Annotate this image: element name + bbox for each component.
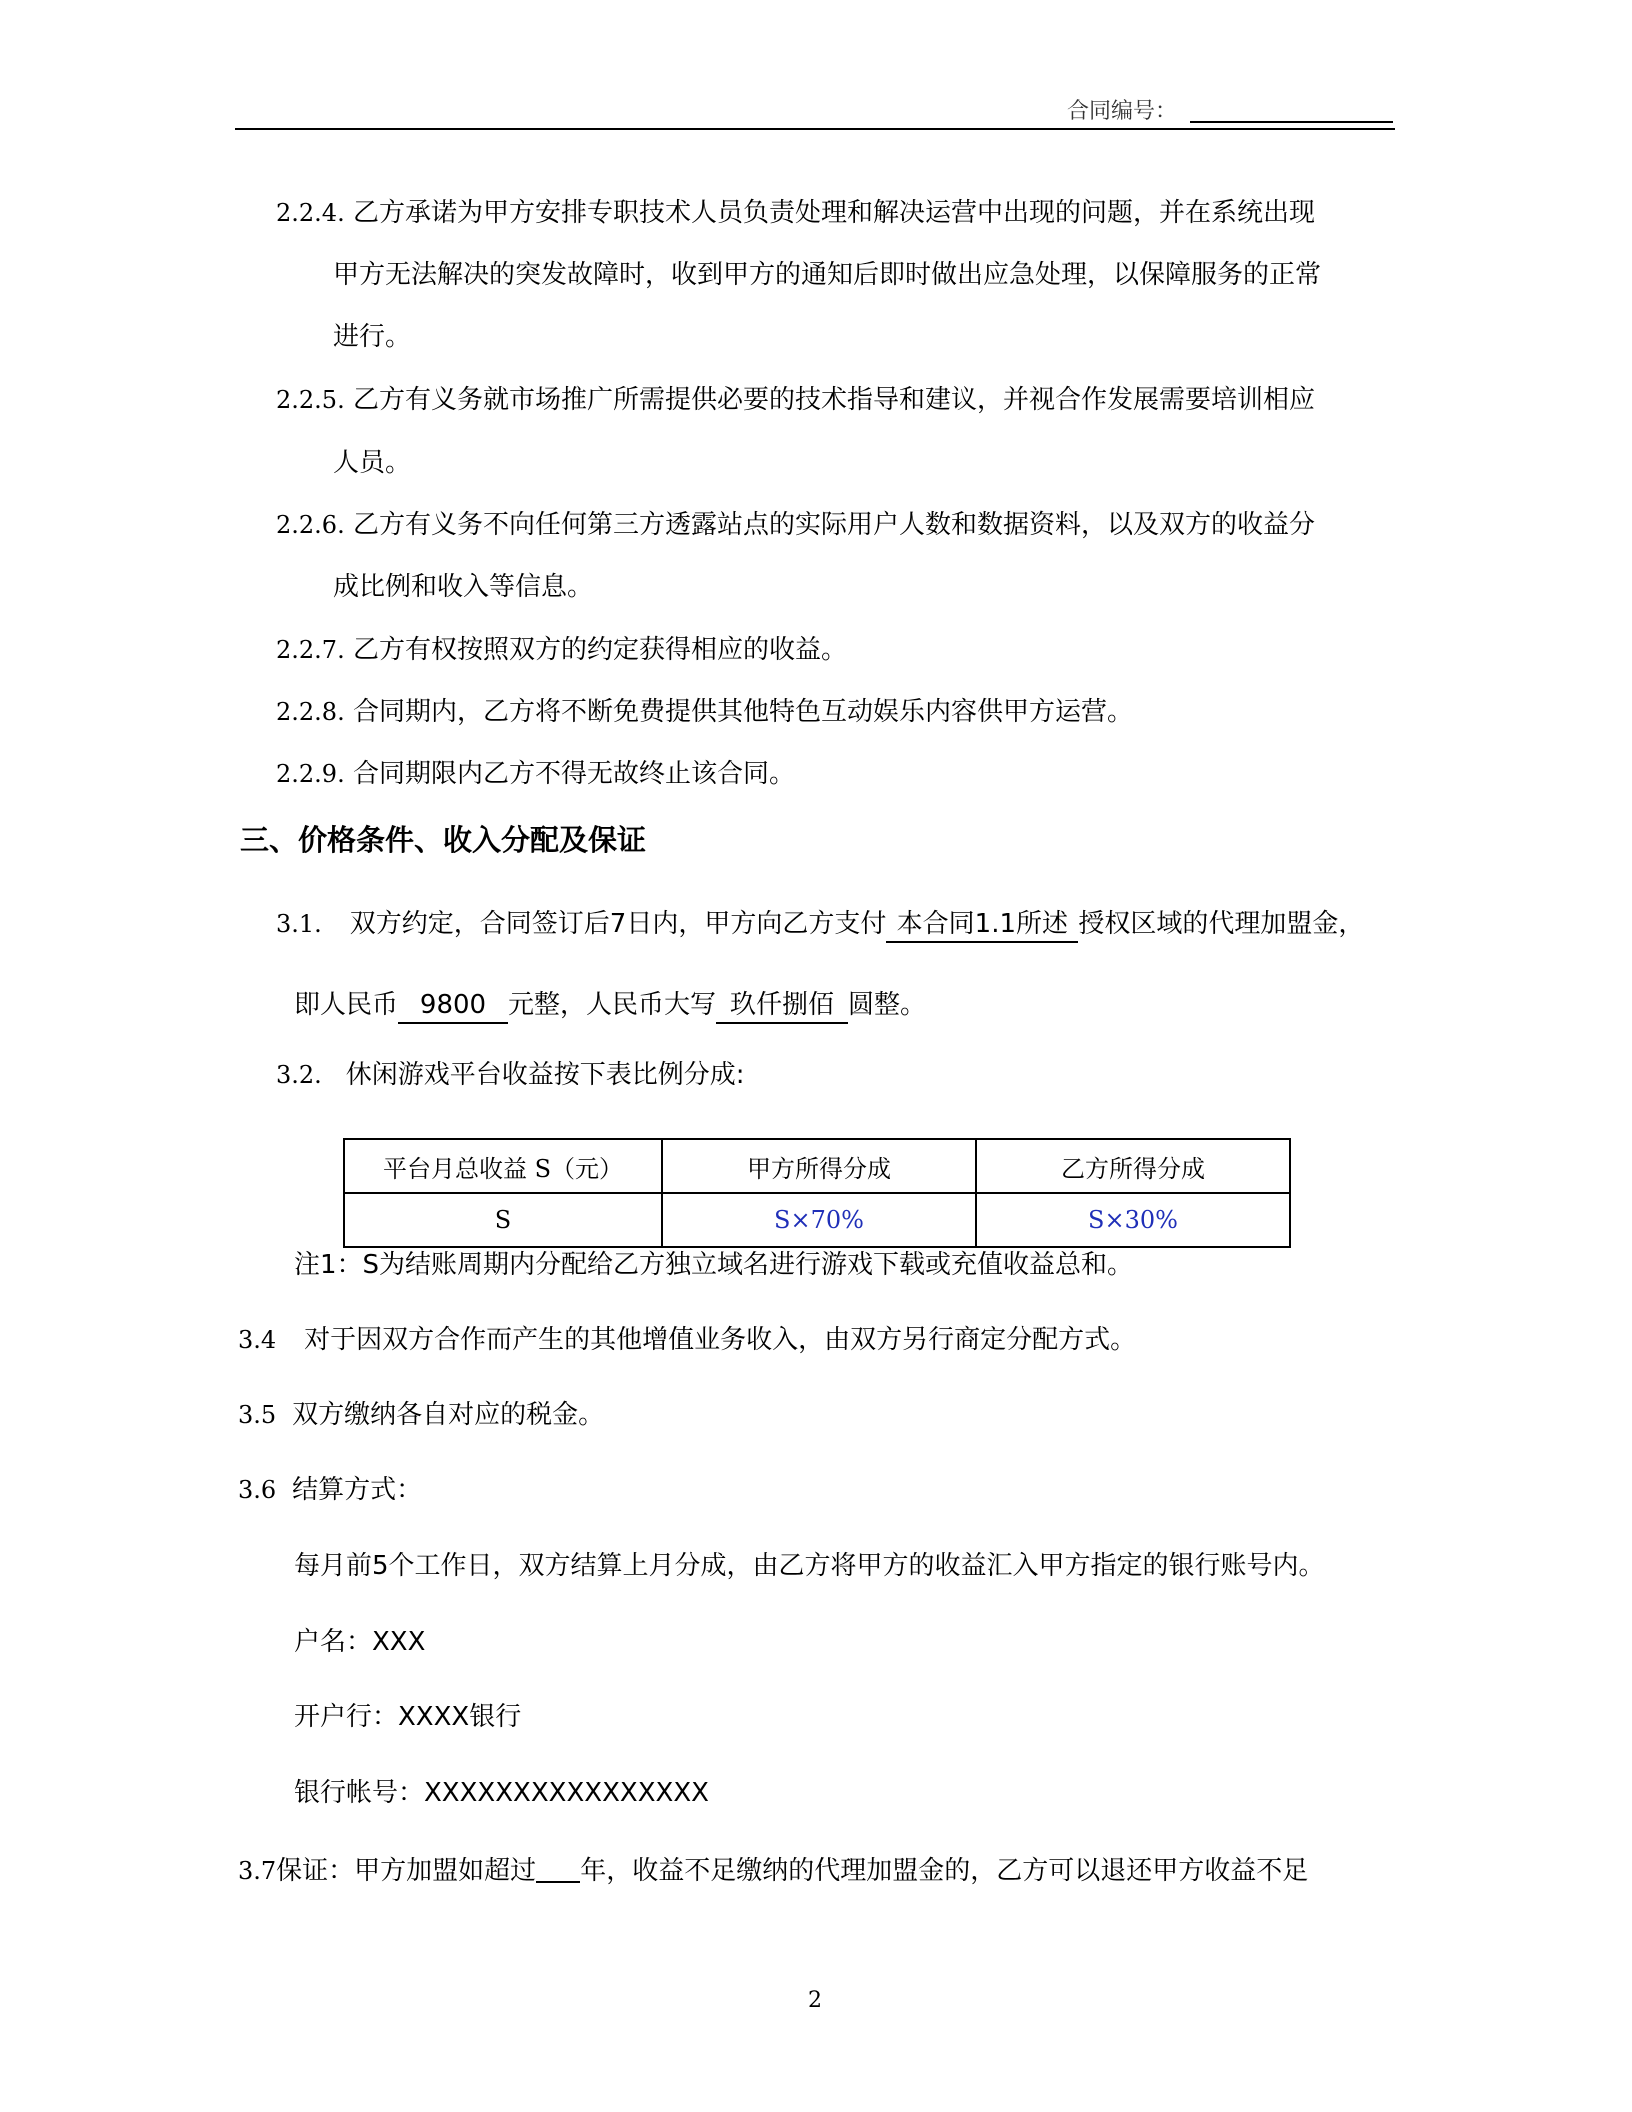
clause-number: 2.2.8. <box>276 698 345 726</box>
clause-3-1 <box>276 907 1364 943</box>
clause-2-2-4-line2: 甲方无法解决的突发故障时，收到甲方的通知后即时做出应急处理，以保障服务的正常 <box>333 260 1322 290</box>
rmb-label: 即人民币 <box>294 990 399 1020</box>
bank-name: 开户行：XXXX银行 <box>294 1702 522 1732</box>
clause-number: 2.2.9. <box>276 760 345 788</box>
clause-3-5 <box>238 1398 604 1432</box>
clause-number: 3.1. <box>276 910 322 938</box>
table-header: 平台月总收益 S（元） <box>344 1139 662 1193</box>
scope-fill: 本合同1.1所述 <box>886 907 1078 943</box>
clause-number: 2.2.6. <box>276 511 345 539</box>
clause-number: 3.2. <box>276 1061 322 1089</box>
clause-number: 2.2.4. <box>276 199 345 227</box>
account-name: 户名：XXX <box>294 1627 426 1657</box>
table-row <box>344 1193 1290 1247</box>
clause-2-2-5-line2: 人员。 <box>333 448 412 478</box>
contract-number-blank <box>1190 121 1393 123</box>
clause-text: 休闲游戏平台收益按下表比例分成: <box>345 1060 745 1090</box>
clause-text: 对于因双方合作而产生的其他增值业务收入，由双方另行商定分配方式。 <box>304 1325 1137 1355</box>
revenue-share-table <box>343 1138 1291 1248</box>
clause-text-cont: 授权区域的代理加盟金， <box>1078 909 1365 939</box>
clause-text: 乙方有义务就市场推广所需提供必要的技术指导和建议，并视合作发展需要培训相应 <box>352 385 1315 415</box>
header-rule <box>235 128 1395 130</box>
clause-number: 2.2.7. <box>276 636 345 664</box>
rmb-unit: 元整，人民币大写 <box>508 990 717 1020</box>
clause-3-6 <box>238 1473 422 1507</box>
table-cell: S <box>344 1193 662 1247</box>
clause-text: 保证：甲方加盟如超过 <box>276 1856 537 1886</box>
contract-number-label: 合同编号： <box>1067 99 1178 124</box>
clause-text: 乙方有权按照双方的约定获得相应的收益。 <box>352 635 847 665</box>
table-header: 乙方所得分成 <box>976 1139 1290 1193</box>
clause-3-1-line2 <box>294 988 926 1024</box>
rmb-suffix: 圆整。 <box>848 990 927 1020</box>
clause-2-2-6 <box>276 508 1315 542</box>
clause-text: 乙方承诺为甲方安排专职技术人员负责处理和解决运营中出现的问题，并在系统出现 <box>352 198 1315 228</box>
clause-text: 双方缴纳各自对应的税金。 <box>292 1400 605 1430</box>
clause-3-7 <box>238 1851 1308 1888</box>
table-cell: S×30% <box>976 1193 1290 1247</box>
clause-text: 乙方有义务不向任何第三方透露站点的实际用户人数和数据资料，以及双方的收益分 <box>352 510 1315 540</box>
table-header: 甲方所得分成 <box>662 1139 976 1193</box>
clause-title: 结算方式： <box>292 1475 423 1505</box>
clause-3-2 <box>276 1058 745 1092</box>
clause-2-2-8 <box>276 695 1133 729</box>
table-cell: S×70% <box>662 1193 976 1247</box>
clause-number: 3.6 <box>238 1476 277 1504</box>
clause-number: 3.7 <box>238 1857 277 1885</box>
clause-2-2-5 <box>276 383 1315 417</box>
page-number: 2 <box>808 1988 822 2013</box>
table-note: 注1：S为结账周期内分配给乙方独立域名进行游戏下载或充值收益总和。 <box>294 1250 1134 1280</box>
years-blank <box>536 1851 580 1883</box>
clause-2-2-9 <box>276 757 795 791</box>
table-header-row <box>344 1139 1290 1193</box>
section-3-heading: 三、价格条件、收入分配及保证 <box>240 823 647 857</box>
clause-2-2-4 <box>276 196 1315 230</box>
account-number: 银行帐号：XXXXXXXXXXXXXXXX <box>294 1778 709 1808</box>
amount-fill: 9800 <box>398 988 508 1024</box>
clause-number: 2.2.5. <box>276 386 345 414</box>
clause-number: 3.5 <box>238 1401 277 1429</box>
clause-2-2-4-line3: 进行。 <box>333 322 412 352</box>
amount-cn-fill: 玖仟捌佰 <box>716 988 848 1024</box>
clause-3-4 <box>238 1323 1136 1357</box>
clause-text-cont: 年，收益不足缴纳的代理加盟金的，乙方可以退还甲方收益不足 <box>580 1856 1309 1886</box>
clause-text: 合同期限内乙方不得无故终止该合同。 <box>352 759 795 789</box>
clause-text: 双方约定，合同签订后7日内，甲方向乙方支付 <box>349 909 887 939</box>
clause-2-2-6-line2: 成比例和收入等信息。 <box>333 572 594 602</box>
clause-2-2-7 <box>276 633 847 667</box>
settlement-desc: 每月前5个工作日，双方结算上月分成，由乙方将甲方的收益汇入甲方指定的银行账号内。 <box>294 1551 1325 1581</box>
clause-text: 合同期内，乙方将不断免费提供其他特色互动娱乐内容供甲方运营。 <box>352 697 1133 727</box>
clause-number: 3.4 <box>238 1326 277 1354</box>
